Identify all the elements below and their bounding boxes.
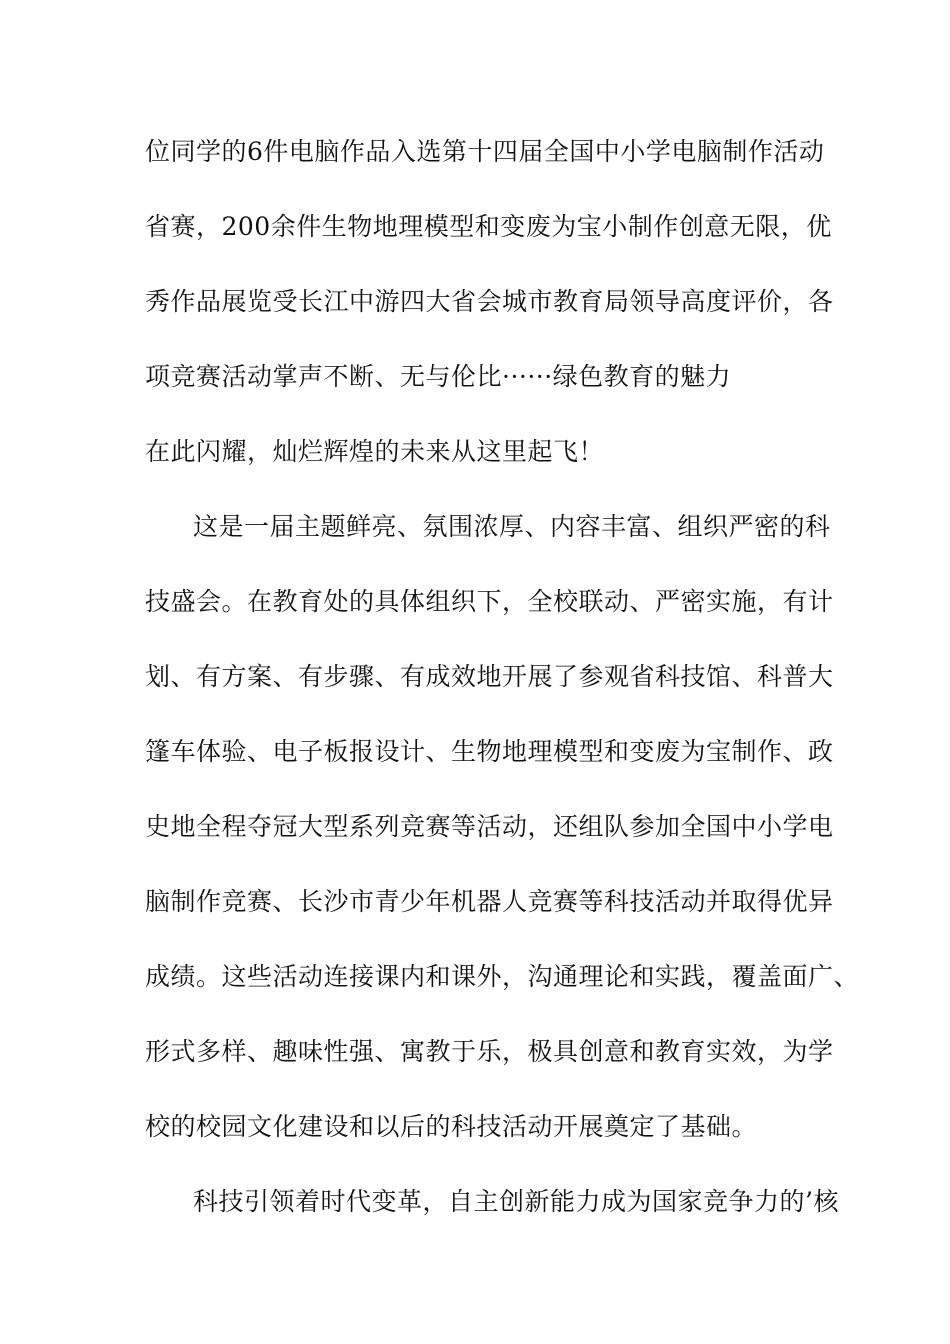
text-line: 秀作品展览受长江中游四大省会城市教育局领导高度评价，各 — [145, 287, 834, 316]
paragraph-start-line: 这是一届主题鲜亮、氛围浓厚、内容丰富、组织严密的科 — [193, 512, 831, 541]
text-line: 成绩。这些活动连接课内和课外，沟通理论和实践，覆盖面广、 — [145, 962, 860, 991]
text-line: 校的校园文化建设和以后的科技活动开展奠定了基础。 — [145, 1112, 758, 1141]
text-line: 脑制作竞赛、长沙市青少年机器人竞赛等科技活动并取得优异 — [145, 887, 834, 916]
text-line: 史地全程夺冠大型系列竞赛等活动，还组队参加全国中小学电 — [145, 812, 834, 841]
text-line: 位同学的6件电脑作品入选第十四届全国中小学电脑制作活动 — [145, 137, 825, 166]
text-line: 项竞赛活动掌声不断、无与伦比······绿色教育的魅力 — [145, 362, 732, 391]
text-line: 技盛会。在教育处的具体组织下，全校联动、严密实施，有计 — [145, 587, 834, 616]
text-line: 省赛，200余件生物地理模型和变废为宝小制作创意无限，优 — [145, 212, 832, 241]
text-line: 在此闪耀，灿烂辉煌的未来从这里起飞！ — [145, 437, 605, 466]
text-line: 划、有方案、有步骤、有成效地开展了参观省科技馆、科普大 — [145, 662, 834, 691]
text-line: 形式多样、趣味性强、寓教于乐，极具创意和教育实效，为学 — [145, 1037, 834, 1066]
paragraph-start-line: 科技引领着时代变革，自主创新能力成为国家竞争力的’核 — [193, 1187, 839, 1216]
text-line: 篷车体验、电子板报设计、生物地理模型和变废为宝制作、政 — [145, 737, 834, 766]
